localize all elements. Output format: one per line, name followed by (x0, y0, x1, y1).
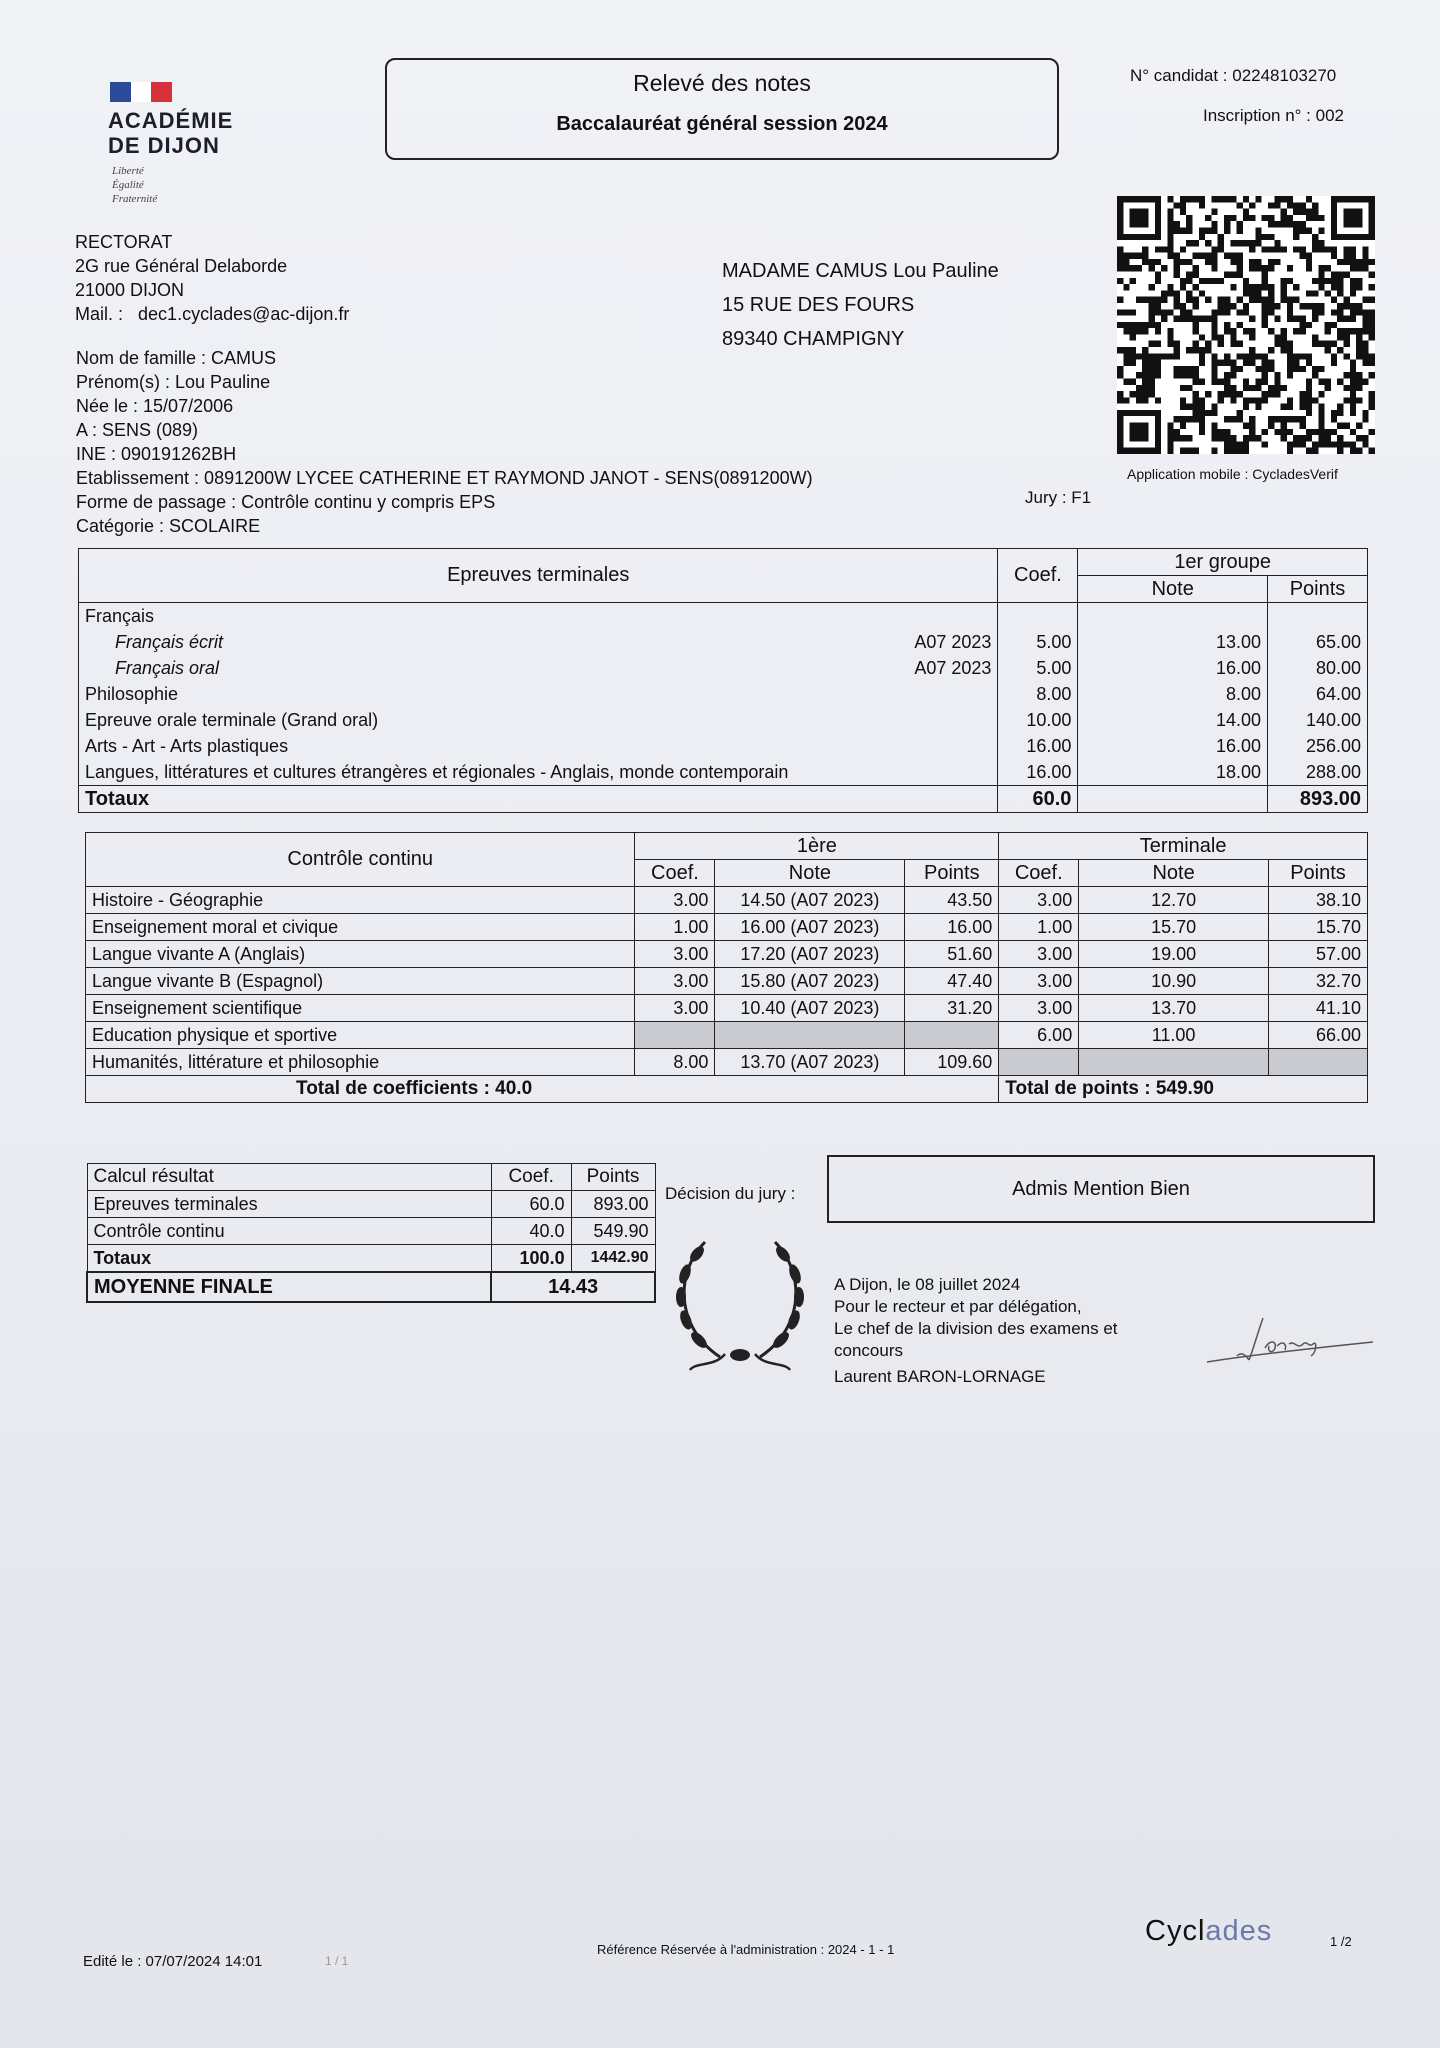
candidate-info: Nom de famille : CAMUS Prénom(s) : Lou Pauline Née le : 15/07/2006 A : SENS (089) INE : 090191262BH Etablissement : 0891200W LYCEE CATHERINE ET RAYMOND JANOT - SENS(0891200W) Forme de passage : Contrôle continu y compris EPS Catégorie : SCOLAIRE (76, 348, 813, 536)
document-title: Relevé des notes (633, 70, 811, 96)
academie-logo: ACADÉMIE DE DIJON Liberté Égalité Fraternité (108, 108, 234, 205)
decision-label: Décision du jury : (665, 1184, 796, 1203)
page-number: 1 /2 (1330, 1934, 1352, 1949)
signature-block: A Dijon, le 08 juillet 2024 Pour le recteur et par délégation, Le chef de la division des examens et concours Laurent BARON-LORNAGE (834, 1275, 1118, 1386)
qr-caption: Application mobile : CycladesVerif (1127, 466, 1338, 482)
flag-icon (110, 82, 172, 102)
table-row: Langue vivante B (Espagnol) 3.00 15.80 (A07 2023) 47.40 3.00 10.90 32.70 (86, 968, 1368, 995)
table-row: Enseignement scientifique 3.00 10.40 (A07 2023) 31.20 3.00 13.70 41.10 (86, 995, 1368, 1022)
edite-date: Edité le : 07/07/2024 14:01 (83, 1953, 263, 1970)
table-row: Histoire - Géographie 3.00 14.50 (A07 2023) 43.50 3.00 12.70 38.10 (86, 887, 1368, 914)
rectorat-block: RECTORAT 2G rue Général Delaborde 21000 DIJON Mail. : dec1.cyclades@ac-dijon.fr (75, 232, 350, 324)
table-row: Langues, littératures et cultures étrangères et régionales - Anglais, monde contemporain 16.00 18.00 288.00 (79, 759, 1368, 786)
table-row: Français oral A07 2023 5.00 16.00 80.00 (79, 655, 1368, 681)
table-row: Philosophie 8.00 8.00 64.00 (79, 681, 1368, 707)
inscription-number: Inscription n° : 002 (1203, 106, 1344, 125)
page-small: 1 / 1 (325, 1954, 349, 1968)
table-row: Enseignement moral et civique 1.00 16.00 (A07 2023) 16.00 1.00 15.70 15.70 (86, 914, 1368, 941)
moyenne-finale: 14.43 (491, 1272, 655, 1302)
table-row: Contrôle continu 40.0 549.90 (87, 1218, 655, 1245)
epreuves-table: Epreuves terminales Coef. 1er groupe Note Points Français Français écrit A07 2023 5.00 13.00 65.00 Français oral A07 2023 5.00 16.00 80.00 Philosophie 8.00 8.00 64.00 Epreuve orale terminale (Grand oral) 10.00 14.00 140.00 Arts - Art - Arts plastiques 16.00 16.00 256.00 Langues, littératures et cultures étrangères et régionales - Anglais, monde contemporain 16.00 18.00 288.00 Totaux 60.0 893.00 (78, 548, 1368, 813)
rectorat-mail: dec1.cyclades@ac-dijon.fr (138, 304, 350, 324)
reference: Référence Réservée à l'administration : 2024 - 1 - 1 (597, 1942, 895, 1957)
qr-code-icon (1117, 196, 1375, 454)
table-row: Humanités, littérature et philosophie 8.00 13.70 (A07 2023) 109.60 (86, 1049, 1368, 1076)
table-row: Français écrit A07 2023 5.00 13.00 65.00 (79, 629, 1368, 655)
handwritten-signature-icon (1205, 1310, 1375, 1370)
table-row: Epreuve orale terminale (Grand oral) 10.00 14.00 140.00 (79, 707, 1368, 733)
candidat-number: N° candidat : 02248103270 (1130, 66, 1337, 85)
table-row: Education physique et sportive 6.00 11.00 66.00 (86, 1022, 1368, 1049)
title-box (385, 58, 1059, 160)
cyclades-logo: Cyclades (1145, 1915, 1273, 1947)
decision-box: Admis Mention Bien (827, 1155, 1375, 1223)
document-subtitle: Baccalauréat général session 2024 (556, 113, 888, 135)
resultat-table: Calcul résultat Coef. Points Epreuves terminales 60.0 893.00 Contrôle continu 40.0 549.90 Totaux 100.0 1442.90 MOYENNE FINALE 14.43 (86, 1163, 656, 1303)
laurel-wreath-icon (665, 1222, 815, 1372)
table-row: Langue vivante A (Anglais) 3.00 17.20 (A07 2023) 51.60 3.00 19.00 57.00 (86, 941, 1368, 968)
table-row: Epreuves terminales 60.0 893.00 (87, 1191, 655, 1218)
controle-table: Contrôle continu 1ère Terminale Coef. Note Points Coef. Note Points Histoire - Géographie 3.00 14.50 (A07 2023) 43.50 3.00 12.70 38.10 Enseignement moral et civique 1.00 16.00 (A07 2023) 16.00 1.00 15.70 15.70 Langue vivante A (Anglais) 3.00 17.20 (A07 2023) 51.60 3.00 19.00 57.00 Langue vivante B (Espagnol) 3.00 15.80 (A07 2023) 47.40 3.00 10.90 32.70 Enseignement scientifique 3.00 10.40 (A07 2023) 31.20 3.00 13.70 41.10 Education physique et sportive 6.00 11.00 66.00 Humanités, littérature et philosophie 8.00 13.70 (A07 2023) 109.60 Total de coefficients : 40.0 Total de points : 549.90 (85, 832, 1368, 1103)
table-row: Arts - Art - Arts plastiques 16.00 16.00 256.00 (79, 733, 1368, 759)
jury-label: Jury : F1 (1025, 488, 1092, 507)
addressee-block: MADAME CAMUS Lou Pauline 15 RUE DES FOURS 89340 CHAMPIGNY (722, 260, 999, 350)
